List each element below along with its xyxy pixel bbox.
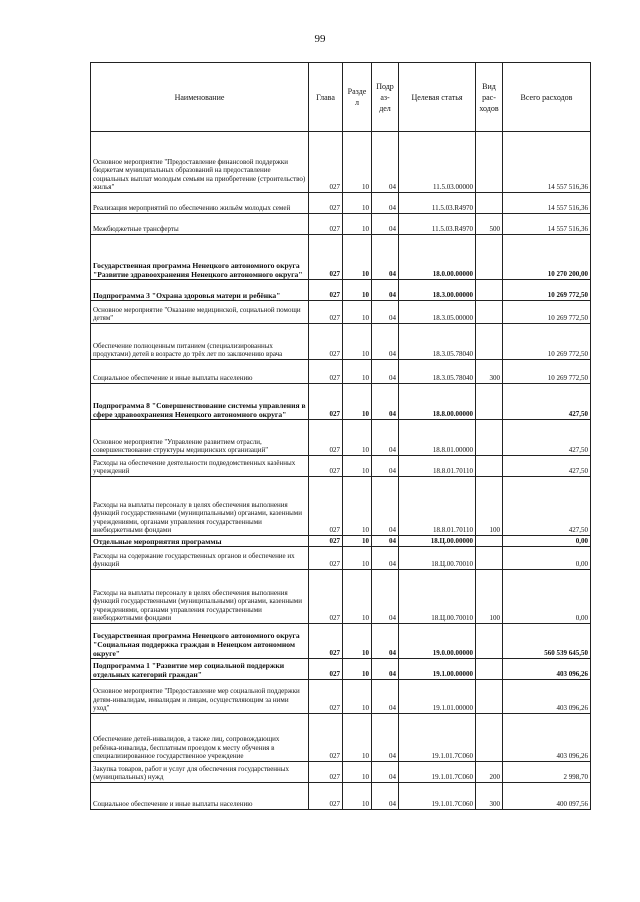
row-total: 427,50 xyxy=(503,384,591,420)
row-name: Социальное обеспечение и иные выплаты населению xyxy=(91,360,309,384)
table-row xyxy=(91,324,591,360)
row-name: Основное мероприятие "Управление развитием отрасли, совершенствование структуры медицинских организаций" xyxy=(91,420,309,456)
row-subsection: 04 xyxy=(372,624,399,659)
row-total: 403 096,26 xyxy=(503,659,591,680)
row-total: 10 269 772,50 xyxy=(503,324,591,360)
row-subsection: 04 xyxy=(372,783,399,810)
row-section: 10 xyxy=(343,477,372,536)
row-subsection: 04 xyxy=(372,659,399,680)
row-subsection: 04 xyxy=(372,477,399,536)
row-name: Основное мероприятие "Предоставление финансовой поддержки бюджетам муниципальных образований на предоставление социальных выплат молодым семьям на приобретение (строительство) жилья" xyxy=(91,132,309,193)
row-target: 18.Ц.00.70010 xyxy=(399,547,476,570)
row-section: 10 xyxy=(343,384,372,420)
row-subsection: 04 xyxy=(372,570,399,624)
row-total: 10 269 772,50 xyxy=(503,301,591,324)
table-row xyxy=(91,235,591,280)
row-subsection: 04 xyxy=(372,280,399,301)
row-subsection: 04 xyxy=(372,214,399,235)
row-chapter: 027 xyxy=(309,624,343,659)
row-name: Расходы на выплаты персоналу в целях обеспечения выполнения функций государственными (муниципальными) органами, казенными учреждениями, органами управления государственными внебюджетными фондами xyxy=(91,477,309,536)
row-name: Основное мероприятие "Оказание медицинской, социальной помощи детям" xyxy=(91,301,309,324)
row-total: 403 096,26 xyxy=(503,714,591,762)
row-section: 10 xyxy=(343,536,372,547)
row-target: 19.1.00.00000 xyxy=(399,659,476,680)
row-chapter: 027 xyxy=(309,762,343,783)
row-section: 10 xyxy=(343,324,372,360)
row-target: 18.8.01.00000 xyxy=(399,420,476,456)
table-row xyxy=(91,783,591,810)
row-target: 18.8.01.70110 xyxy=(399,456,476,477)
row-name: Государственная программа Ненецкого автономного округа "Развитие здравоохранения Ненецкого автономного округа" xyxy=(91,235,309,280)
table-row xyxy=(91,547,591,570)
row-target: 11.5.03.00000 xyxy=(399,132,476,193)
row-subsection: 04 xyxy=(372,324,399,360)
row-chapter: 027 xyxy=(309,456,343,477)
row-target: 19.1.01.00000 xyxy=(399,680,476,714)
row-target: 19.0.00.00000 xyxy=(399,624,476,659)
row-total: 403 096,26 xyxy=(503,680,591,714)
row-kind xyxy=(476,456,503,477)
row-subsection: 04 xyxy=(372,360,399,384)
row-target: 18.8.00.00000 xyxy=(399,384,476,420)
row-chapter: 027 xyxy=(309,659,343,680)
row-total: 14 557 516,36 xyxy=(503,193,591,214)
row-target: 19.1.01.7С060 xyxy=(399,714,476,762)
table-row xyxy=(91,360,591,384)
row-name: Обеспечение детей-инвалидов, а также лиц, сопровождающих ребёнка-инвалида, бесплатным проездом к месту обучения в специализированное государственное учреждение xyxy=(91,714,309,762)
row-name: Социальное обеспечение и иные выплаты населению xyxy=(91,783,309,810)
row-kind xyxy=(476,680,503,714)
row-kind: 100 xyxy=(476,570,503,624)
row-chapter: 027 xyxy=(309,680,343,714)
table-row xyxy=(91,659,591,680)
row-kind xyxy=(476,193,503,214)
row-target: 18.3.05.78040 xyxy=(399,324,476,360)
budget-table xyxy=(90,62,591,810)
row-total: 400 097,56 xyxy=(503,783,591,810)
table-row xyxy=(91,536,591,547)
row-kind xyxy=(476,420,503,456)
row-name: Подпрограмма 1 "Развитие мер социальной поддержки отдельных категорий граждан" xyxy=(91,659,309,680)
row-section: 10 xyxy=(343,235,372,280)
row-target: 11.5.03.R4970 xyxy=(399,193,476,214)
row-name: Государственная программа Ненецкого автономного округа "Социальная поддержка граждан в Ненецком автономном округе" xyxy=(91,624,309,659)
row-subsection: 04 xyxy=(372,714,399,762)
row-target: 18.Ц.00.00000 xyxy=(399,536,476,547)
row-total: 10 269 772,50 xyxy=(503,280,591,301)
row-target: 18.8.01.70110 xyxy=(399,477,476,536)
row-section: 10 xyxy=(343,714,372,762)
row-total: 560 539 645,50 xyxy=(503,624,591,659)
row-section: 10 xyxy=(343,547,372,570)
row-section: 10 xyxy=(343,280,372,301)
row-subsection: 04 xyxy=(372,420,399,456)
row-kind xyxy=(476,301,503,324)
row-target: 19.1.01.7С060 xyxy=(399,783,476,810)
row-target: 18.3.05.00000 xyxy=(399,301,476,324)
page-number: 99 xyxy=(314,33,326,45)
row-total: 14 557 516,36 xyxy=(503,132,591,193)
table-row xyxy=(91,384,591,420)
row-total: 0,00 xyxy=(503,536,591,547)
row-total: 14 557 516,36 xyxy=(503,214,591,235)
table-row xyxy=(91,624,591,659)
row-section: 10 xyxy=(343,624,372,659)
header-subsection: Подр аз- дел xyxy=(372,63,399,132)
table-row xyxy=(91,456,591,477)
table-row xyxy=(91,280,591,301)
row-kind xyxy=(476,384,503,420)
row-chapter: 027 xyxy=(309,235,343,280)
row-kind xyxy=(476,714,503,762)
row-subsection: 04 xyxy=(372,547,399,570)
table-row xyxy=(91,762,591,783)
row-name: Обеспечение полноценным питанием (специализированных продуктами) детей в возрасте до трёх лет по заключению врача xyxy=(91,324,309,360)
row-section: 10 xyxy=(343,214,372,235)
row-section: 10 xyxy=(343,762,372,783)
row-chapter: 027 xyxy=(309,547,343,570)
row-chapter: 027 xyxy=(309,420,343,456)
header-name: Наименование xyxy=(91,63,309,132)
row-chapter: 027 xyxy=(309,536,343,547)
row-subsection: 04 xyxy=(372,456,399,477)
row-section: 10 xyxy=(343,193,372,214)
row-target: 18.3.05.78040 xyxy=(399,360,476,384)
row-target: 18.Ц.00.70010 xyxy=(399,570,476,624)
row-subsection: 04 xyxy=(372,235,399,280)
row-kind xyxy=(476,624,503,659)
row-kind: 300 xyxy=(476,360,503,384)
table-row xyxy=(91,420,591,456)
table-row xyxy=(91,477,591,536)
row-kind: 500 xyxy=(476,214,503,235)
row-section: 10 xyxy=(343,783,372,810)
row-chapter: 027 xyxy=(309,714,343,762)
row-section: 10 xyxy=(343,456,372,477)
row-total: 427,50 xyxy=(503,477,591,536)
row-kind xyxy=(476,324,503,360)
row-chapter: 027 xyxy=(309,193,343,214)
row-section: 10 xyxy=(343,659,372,680)
row-kind xyxy=(476,235,503,280)
row-total: 10 270 200,00 xyxy=(503,235,591,280)
header-section: Разде л xyxy=(343,63,372,132)
row-name: Расходы на обеспечение деятельности подведомственных казённых учреждений xyxy=(91,456,309,477)
row-chapter: 027 xyxy=(309,783,343,810)
row-section: 10 xyxy=(343,420,372,456)
row-section: 10 xyxy=(343,570,372,624)
row-subsection: 04 xyxy=(372,536,399,547)
table-row xyxy=(91,714,591,762)
row-chapter: 027 xyxy=(309,214,343,235)
table-row xyxy=(91,214,591,235)
row-chapter: 027 xyxy=(309,384,343,420)
row-subsection: 04 xyxy=(372,762,399,783)
row-subsection: 04 xyxy=(372,384,399,420)
row-kind xyxy=(476,659,503,680)
row-kind: 300 xyxy=(476,783,503,810)
table-row xyxy=(91,680,591,714)
row-total: 0,00 xyxy=(503,570,591,624)
row-name: Реализация мероприятий по обеспечению жильём молодых семей xyxy=(91,193,309,214)
row-subsection: 04 xyxy=(372,680,399,714)
row-chapter: 027 xyxy=(309,132,343,193)
row-name: Отдельные мероприятия программы xyxy=(91,536,309,547)
row-section: 10 xyxy=(343,360,372,384)
table-row xyxy=(91,301,591,324)
row-name: Расходы на содержание государственных органов и обеспечение их функций xyxy=(91,547,309,570)
row-target: 18.3.00.00000 xyxy=(399,280,476,301)
row-section: 10 xyxy=(343,680,372,714)
row-chapter: 027 xyxy=(309,360,343,384)
row-name: Подпрограмма 3 "Охрана здоровья матери и ребёнка" xyxy=(91,280,309,301)
row-total: 427,50 xyxy=(503,456,591,477)
row-total: 2 998,70 xyxy=(503,762,591,783)
row-total: 427,50 xyxy=(503,420,591,456)
row-name: Подпрограмма 8 "Совершенствование системы управления в сфере здравоохранения Ненецкого автономного округа" xyxy=(91,384,309,420)
row-target: 19.1.01.7С060 xyxy=(399,762,476,783)
row-kind xyxy=(476,536,503,547)
row-chapter: 027 xyxy=(309,570,343,624)
table-row xyxy=(91,132,591,193)
header-kind: Вид рас- ходов xyxy=(476,63,503,132)
table-row xyxy=(91,570,591,624)
row-target: 11.5.03.R4970 xyxy=(399,214,476,235)
header-target: Целевая статья xyxy=(399,63,476,132)
row-section: 10 xyxy=(343,301,372,324)
row-name: Межбюджетные трансферты xyxy=(91,214,309,235)
row-kind xyxy=(476,132,503,193)
row-subsection: 04 xyxy=(372,193,399,214)
row-kind xyxy=(476,280,503,301)
table-header-row xyxy=(91,63,591,132)
row-chapter: 027 xyxy=(309,301,343,324)
row-section: 10 xyxy=(343,132,372,193)
row-name: Закупка товаров, работ и услуг для обеспечения государственных (муниципальных) нужд xyxy=(91,762,309,783)
header-chapter: Глава xyxy=(309,63,343,132)
row-target: 18.0.00.00000 xyxy=(399,235,476,280)
header-total: Всего расходов xyxy=(503,63,591,132)
row-kind: 100 xyxy=(476,477,503,536)
row-kind: 200 xyxy=(476,762,503,783)
row-total: 0,00 xyxy=(503,547,591,570)
row-total: 10 269 772,50 xyxy=(503,360,591,384)
row-chapter: 027 xyxy=(309,324,343,360)
row-chapter: 027 xyxy=(309,477,343,536)
row-name: Расходы на выплаты персоналу в целях обеспечения выполнения функций государственными (муниципальными) органами, казенными учреждениями, органами управления государственными внебюджетными фондами xyxy=(91,570,309,624)
row-kind xyxy=(476,547,503,570)
row-name: Основное мероприятие "Предоставление мер социальной поддержки детям-инвалидам, инвалидам и лицам, осуществляющим за ними уход" xyxy=(91,680,309,714)
row-subsection: 04 xyxy=(372,132,399,193)
table-row xyxy=(91,193,591,214)
row-chapter: 027 xyxy=(309,280,343,301)
row-subsection: 04 xyxy=(372,301,399,324)
